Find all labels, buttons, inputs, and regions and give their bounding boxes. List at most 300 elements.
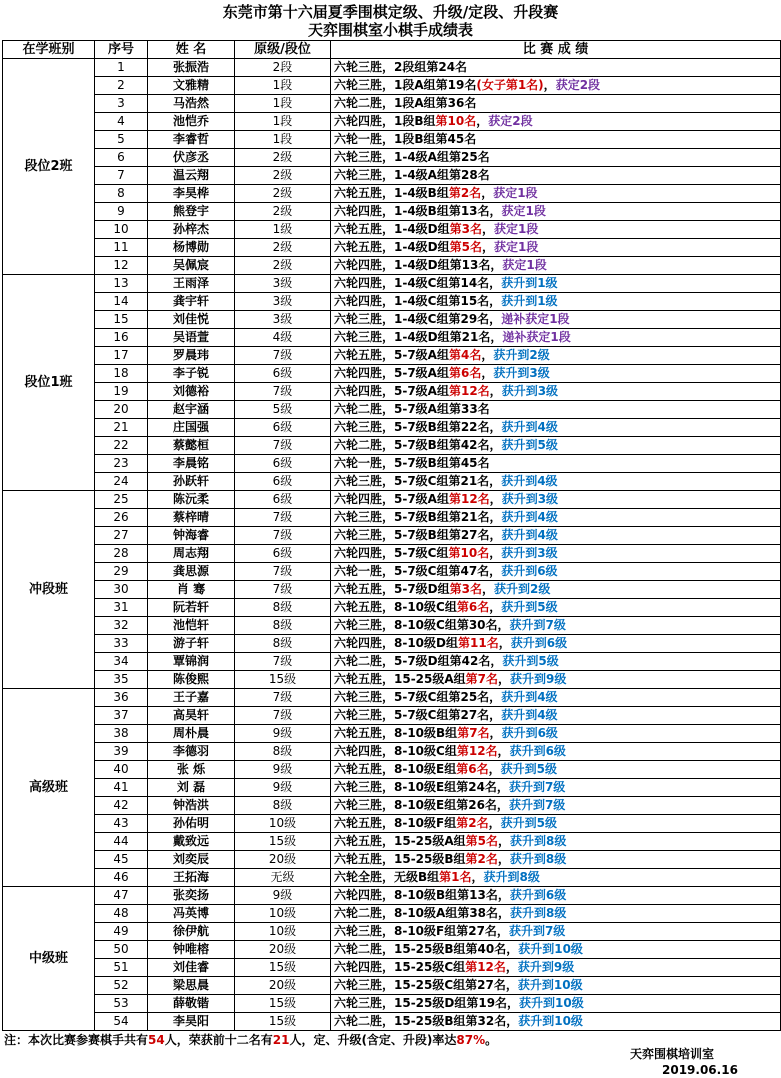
- result-segment: 获定1段: [494, 222, 539, 236]
- page-subtitle: 天弈围棋室小棋手成绩表: [307, 21, 473, 39]
- rank-cell: 20级: [235, 851, 331, 869]
- note-segment: 注：本次比赛参赛棋手共有: [4, 1033, 149, 1047]
- number-cell: 32: [95, 617, 148, 635]
- result-segment: 六轮四胜，8-10级C组: [334, 744, 457, 758]
- name-cell: 钟海睿: [148, 527, 235, 545]
- name-cell: 蔡梓晴: [148, 509, 235, 527]
- rank-cell: 6级: [235, 545, 331, 563]
- rank-cell: 8级: [235, 743, 331, 761]
- header-class: 在学班别: [3, 41, 95, 59]
- rank-cell: 2级: [235, 185, 331, 203]
- table-row: [3, 329, 781, 347]
- report-date: 2019.06.16: [662, 1063, 738, 1077]
- rank-cell: 6级: [235, 365, 331, 383]
- table-row: [3, 563, 781, 581]
- result-segment: 第10名: [448, 546, 490, 560]
- rank-cell: 6级: [235, 419, 331, 437]
- result-segment: 第3名: [449, 222, 483, 236]
- result-segment: 递补获定1段: [501, 312, 570, 326]
- number-cell: 15: [95, 311, 148, 329]
- result-segment: 获升到4级: [501, 528, 558, 542]
- number-cell: 37: [95, 707, 148, 725]
- result-segment: 获升到4级: [501, 690, 558, 704]
- number-cell: 33: [95, 635, 148, 653]
- header-result: 比 赛 成 绩: [331, 41, 781, 59]
- number-cell: 25: [95, 491, 148, 509]
- result-segment: 六轮三胜，15-25级C组第27名，: [334, 978, 518, 992]
- table-row: [3, 167, 781, 185]
- name-cell: 文雅精: [148, 77, 235, 95]
- result-segment: 获升到1级: [501, 294, 558, 308]
- name-cell: 阮若轩: [148, 599, 235, 617]
- number-cell: 44: [95, 833, 148, 851]
- name-cell: 刘奕辰: [148, 851, 235, 869]
- number-cell: 12: [95, 257, 148, 275]
- result-segment: 获升到7级: [509, 618, 566, 632]
- class-name-cell: 段位1班: [3, 275, 95, 491]
- result-cell: [331, 1013, 781, 1031]
- rank-cell: 7级: [235, 653, 331, 671]
- rank-cell: 20级: [235, 941, 331, 959]
- result-segment: 六轮一胜，1段B组第45名: [334, 132, 477, 146]
- result-segment: 六轮三胜，1-4级C组第29名，: [334, 312, 502, 326]
- name-cell: 李德羽: [148, 743, 235, 761]
- result-segment: ，: [476, 114, 489, 128]
- number-cell: 21: [95, 419, 148, 437]
- table-row: [3, 77, 781, 95]
- name-cell: 杨博勋: [148, 239, 235, 257]
- table-header-row: [3, 41, 781, 59]
- result-segment: ，: [543, 78, 556, 92]
- result-segment: ，: [481, 186, 494, 200]
- name-cell: 池恺轩: [148, 617, 235, 635]
- rank-cell: 8级: [235, 635, 331, 653]
- result-segment: ，: [497, 852, 510, 866]
- result-segment: 六轮三胜，1-4级A组第25名: [334, 150, 490, 164]
- result-cell: [331, 347, 781, 365]
- result-segment: 获升到4级: [501, 510, 558, 524]
- result-segment: 六轮五胜，15-25级A组: [334, 672, 466, 686]
- result-segment: 六轮一胜，5-7级B组第45名: [334, 456, 490, 470]
- number-cell: 23: [95, 455, 148, 473]
- result-cell: [331, 149, 781, 167]
- number-cell: 8: [95, 185, 148, 203]
- result-cell: [331, 257, 781, 275]
- result-cell: [331, 671, 781, 689]
- name-cell: 李昊桦: [148, 185, 235, 203]
- table-row: [3, 923, 781, 941]
- result-segment: 六轮四胜，5-7级A组: [334, 492, 449, 506]
- result-cell: [331, 77, 781, 95]
- result-segment: 第6名: [456, 600, 490, 614]
- number-cell: 20: [95, 401, 148, 419]
- result-segment: ，: [471, 870, 484, 884]
- rank-cell: 7级: [235, 581, 331, 599]
- result-cell: [331, 401, 781, 419]
- result-segment: 获升到10级: [519, 996, 584, 1010]
- table-row: [3, 491, 781, 509]
- number-cell: 16: [95, 329, 148, 347]
- rank-cell: 7级: [235, 437, 331, 455]
- name-cell: 陈沅柔: [148, 491, 235, 509]
- result-segment: 获升到3级: [501, 384, 559, 398]
- name-cell: 薛敬锴: [148, 995, 235, 1013]
- result-segment: ，: [489, 726, 502, 740]
- result-segment: 六轮四胜，8-10级D组: [334, 636, 458, 650]
- number-cell: 31: [95, 599, 148, 617]
- result-segment: 获升到4级: [501, 474, 558, 488]
- result-segment: 六轮五胜，1-4级D组: [334, 240, 450, 254]
- rank-cell: 3级: [235, 293, 331, 311]
- result-segment: 第12名: [448, 384, 490, 398]
- result-segment: 六轮四胜，8-10级B组第13名，: [334, 888, 510, 902]
- rank-cell: 1段: [235, 95, 331, 113]
- number-cell: 2: [95, 77, 148, 95]
- name-cell: 梁思晨: [148, 977, 235, 995]
- rank-cell: 1段: [235, 113, 331, 131]
- result-segment: ，: [498, 672, 511, 686]
- result-segment: 六轮三胜，5-7级C组第21名，: [334, 474, 502, 488]
- result-cell: [331, 131, 781, 149]
- table-row: [3, 599, 781, 617]
- rank-cell: 6级: [235, 473, 331, 491]
- table-row: [3, 365, 781, 383]
- rank-cell: 1级: [235, 221, 331, 239]
- number-cell: 34: [95, 653, 148, 671]
- number-cell: 52: [95, 977, 148, 995]
- result-segment: 第2名: [456, 816, 489, 830]
- result-segment: 六轮四胜，5-7级A组: [334, 366, 449, 380]
- result-segment: 第12名: [456, 744, 498, 758]
- number-cell: 11: [95, 239, 148, 257]
- rank-cell: 8级: [235, 617, 331, 635]
- result-cell: [331, 383, 781, 401]
- result-cell: [331, 365, 781, 383]
- result-segment: ，: [498, 834, 511, 848]
- class-name-cell: 段位2班: [3, 59, 95, 275]
- class-name-cell: 冲段班: [3, 491, 95, 689]
- table-row: [3, 131, 781, 149]
- number-cell: 54: [95, 1013, 148, 1031]
- table-row: [3, 275, 781, 293]
- result-segment: 获升到2级: [493, 348, 550, 362]
- result-segment: 六轮五胜，5-7级A组: [334, 348, 449, 362]
- rank-cell: 1段: [235, 131, 331, 149]
- rank-cell: 无级: [235, 869, 331, 887]
- table-row: [3, 311, 781, 329]
- table-row: [3, 977, 781, 995]
- result-cell: [331, 491, 781, 509]
- result-segment: 第6名: [456, 762, 489, 776]
- result-segment: 获升到6级: [509, 744, 566, 758]
- result-cell: [331, 617, 781, 635]
- name-cell: 刘佳悦: [148, 311, 235, 329]
- header-name: 姓 名: [148, 41, 235, 59]
- result-segment: 获升到7级: [508, 780, 566, 794]
- result-cell: [331, 689, 781, 707]
- table-row: [3, 887, 781, 905]
- rank-cell: 7级: [235, 383, 331, 401]
- result-segment: 获升到1级: [501, 276, 558, 290]
- name-cell: 刘德裕: [148, 383, 235, 401]
- number-cell: 9: [95, 203, 148, 221]
- number-cell: 29: [95, 563, 148, 581]
- number-cell: 5: [95, 131, 148, 149]
- rank-cell: 7级: [235, 707, 331, 725]
- result-segment: 六轮三胜，1-4级D组第21名，: [334, 330, 503, 344]
- rank-cell: 15级: [235, 833, 331, 851]
- rank-cell: 2级: [235, 257, 331, 275]
- result-segment: 获升到2级: [494, 582, 551, 596]
- note-segment: 87%: [456, 1033, 486, 1047]
- number-cell: 30: [95, 581, 148, 599]
- result-segment: 六轮五胜，8-10级E组: [334, 762, 457, 776]
- result-segment: 第4名: [448, 348, 482, 362]
- number-cell: 1: [95, 59, 148, 77]
- table-row: [3, 149, 781, 167]
- name-cell: 温云翔: [148, 167, 235, 185]
- rank-cell: 15级: [235, 959, 331, 977]
- result-segment: 六轮四胜，1-4级C组第15名，: [334, 294, 502, 308]
- result-segment: ，: [489, 600, 502, 614]
- result-segment: 获定1段: [494, 240, 539, 254]
- name-cell: 高昊轩: [148, 707, 235, 725]
- result-segment: 获定1段: [502, 258, 547, 272]
- table-row: [3, 941, 781, 959]
- note-segment: 人，定、升级(含定、升段)率达: [289, 1033, 457, 1047]
- name-cell: 马浩然: [148, 95, 235, 113]
- rank-cell: 6级: [235, 491, 331, 509]
- result-segment: 六轮二胜，5-7级A组第33名: [334, 402, 490, 416]
- table-row: [3, 959, 781, 977]
- rank-cell: 8级: [235, 599, 331, 617]
- result-segment: 六轮五胜，1-4级B组: [334, 186, 449, 200]
- number-cell: 50: [95, 941, 148, 959]
- table-row: [3, 59, 781, 77]
- result-segment: 第6名: [448, 366, 482, 380]
- result-segment: 获升到8级: [483, 870, 540, 884]
- number-cell: 41: [95, 779, 148, 797]
- table-row: [3, 185, 781, 203]
- result-cell: [331, 311, 781, 329]
- number-cell: 26: [95, 509, 148, 527]
- name-cell: 龚思源: [148, 563, 235, 581]
- number-cell: 7: [95, 167, 148, 185]
- number-cell: 4: [95, 113, 148, 131]
- number-cell: 35: [95, 671, 148, 689]
- name-cell: 孙跃轩: [148, 473, 235, 491]
- result-segment: 六轮五胜，5-7级D组: [334, 582, 450, 596]
- result-segment: 获升到5级: [500, 816, 557, 830]
- result-segment: 六轮二胜，8-10级A组第38名，: [334, 906, 511, 920]
- table-row: [3, 113, 781, 131]
- number-cell: 14: [95, 293, 148, 311]
- result-cell: [331, 941, 781, 959]
- result-segment: ，: [481, 348, 494, 362]
- rank-cell: 2级: [235, 149, 331, 167]
- rank-cell: 20级: [235, 977, 331, 995]
- result-cell: [331, 869, 781, 887]
- table-row: [3, 905, 781, 923]
- name-cell: 周朴晨: [148, 725, 235, 743]
- name-cell: 李昊阳: [148, 1013, 235, 1031]
- table-row: [3, 239, 781, 257]
- rank-cell: 10级: [235, 905, 331, 923]
- result-segment: ，: [497, 744, 510, 758]
- number-cell: 28: [95, 545, 148, 563]
- table-body: [3, 59, 781, 1031]
- number-cell: 43: [95, 815, 148, 833]
- number-cell: 48: [95, 905, 148, 923]
- result-cell: [331, 563, 781, 581]
- result-segment: 获升到3级: [493, 366, 550, 380]
- result-segment: 六轮三胜，5-7级B组第27名，: [334, 528, 502, 542]
- rank-cell: 2级: [235, 239, 331, 257]
- result-cell: [331, 113, 781, 131]
- result-segment: 第1名: [439, 870, 472, 884]
- number-cell: 47: [95, 887, 148, 905]
- name-cell: 李睿哲: [148, 131, 235, 149]
- result-cell: [331, 707, 781, 725]
- result-cell: [331, 509, 781, 527]
- result-cell: [331, 905, 781, 923]
- table-row: [3, 95, 781, 113]
- result-cell: [331, 437, 781, 455]
- name-cell: 陈俊熙: [148, 671, 235, 689]
- table-row: [3, 653, 781, 671]
- result-cell: [331, 743, 781, 761]
- result-cell: [331, 599, 781, 617]
- result-segment: 第2名: [465, 852, 498, 866]
- name-cell: 李晨铭: [148, 455, 235, 473]
- table-row: [3, 617, 781, 635]
- result-cell: [331, 221, 781, 239]
- note-segment: 54: [148, 1033, 165, 1047]
- number-cell: 49: [95, 923, 148, 941]
- result-segment: 获升到5级: [501, 438, 558, 452]
- result-segment: 获升到4级: [501, 420, 558, 434]
- result-segment: 获升到3级: [501, 546, 558, 560]
- name-cell: 徐伊航: [148, 923, 235, 941]
- result-segment: ，: [481, 366, 494, 380]
- rank-cell: 3级: [235, 275, 331, 293]
- result-segment: 获升到8级: [509, 852, 567, 866]
- result-segment: 第3名: [449, 582, 483, 596]
- result-cell: [331, 545, 781, 563]
- result-segment: 六轮五胜，8-10级F组: [334, 816, 457, 830]
- results-table: [2, 40, 781, 1031]
- result-segment: 获升到8级: [510, 834, 567, 848]
- table-row: [3, 743, 781, 761]
- result-segment: 获升到4级: [501, 708, 558, 722]
- result-segment: 获升到10级: [517, 978, 583, 992]
- result-segment: 第10名: [435, 114, 477, 128]
- rank-cell: 9级: [235, 761, 331, 779]
- result-segment: 第5名: [465, 834, 499, 848]
- result-cell: [331, 275, 781, 293]
- table-row: [3, 203, 781, 221]
- result-segment: ，: [489, 492, 502, 506]
- table-row: [3, 815, 781, 833]
- name-cell: 王拓海: [148, 869, 235, 887]
- result-segment: 获升到9级: [510, 672, 567, 686]
- rank-cell: 2级: [235, 203, 331, 221]
- result-cell: [331, 977, 781, 995]
- rank-cell: 2级: [235, 167, 331, 185]
- number-cell: 51: [95, 959, 148, 977]
- table-row: [3, 779, 781, 797]
- rank-cell: 3级: [235, 311, 331, 329]
- result-cell: [331, 959, 781, 977]
- result-cell: [331, 887, 781, 905]
- result-segment: 六轮五胜，15-25级A组: [334, 834, 466, 848]
- rank-cell: 4级: [235, 329, 331, 347]
- name-cell: 钟浩洪: [148, 797, 235, 815]
- number-cell: 42: [95, 797, 148, 815]
- name-cell: 孙梓杰: [148, 221, 235, 239]
- name-cell: 覃锦润: [148, 653, 235, 671]
- name-cell: 罗晨玮: [148, 347, 235, 365]
- number-cell: 13: [95, 275, 148, 293]
- result-segment: 六轮三胜，15-25级D组第19名，: [334, 996, 520, 1010]
- result-segment: 六轮四胜，1-4级B组第13名，: [334, 204, 502, 218]
- rank-cell: 5级: [235, 401, 331, 419]
- table-row: [3, 869, 781, 887]
- result-segment: 六轮二胜，1段A组第36名: [334, 96, 477, 110]
- table-row: [3, 383, 781, 401]
- table-row: [3, 419, 781, 437]
- name-cell: 吴语萱: [148, 329, 235, 347]
- name-cell: 熊登宇: [148, 203, 235, 221]
- rank-cell: 9级: [235, 725, 331, 743]
- result-segment: 获升到6级: [509, 888, 567, 902]
- table-row: [3, 725, 781, 743]
- result-segment: ，: [482, 582, 495, 596]
- name-cell: 李子锐: [148, 365, 235, 383]
- result-cell: [331, 419, 781, 437]
- name-cell: 肖 骞: [148, 581, 235, 599]
- result-segment: 六轮三胜，5-7级C组第27名，: [334, 708, 502, 722]
- result-segment: 第12名: [465, 960, 506, 974]
- result-segment: (女子第1名): [476, 78, 544, 92]
- number-cell: 10: [95, 221, 148, 239]
- result-cell: [331, 797, 781, 815]
- result-segment: 获升到5级: [500, 762, 557, 776]
- result-segment: 获定2段: [555, 78, 601, 92]
- number-cell: 39: [95, 743, 148, 761]
- result-segment: 六轮三胜，2段组第24名: [334, 60, 468, 74]
- result-segment: 六轮三胜，1段A组第19名: [334, 78, 477, 92]
- name-cell: 周志翔: [148, 545, 235, 563]
- name-cell: 庄国强: [148, 419, 235, 437]
- number-cell: 38: [95, 725, 148, 743]
- result-segment: 获升到5级: [501, 600, 558, 614]
- table-row: [3, 671, 781, 689]
- result-segment: 第12名: [448, 492, 490, 506]
- rank-cell: 7级: [235, 563, 331, 581]
- name-cell: 钟唯榕: [148, 941, 235, 959]
- result-cell: [331, 653, 781, 671]
- result-segment: 获升到8级: [510, 906, 567, 920]
- result-segment: 六轮五胜，1-4级D组: [334, 222, 450, 236]
- header-number: 序号: [95, 41, 148, 59]
- result-cell: [331, 329, 781, 347]
- rank-cell: 7级: [235, 347, 331, 365]
- table-row: [3, 545, 781, 563]
- result-segment: 六轮四胜，1-4级C组第14名，: [334, 276, 502, 290]
- table-row: [3, 473, 781, 491]
- table-row: [3, 401, 781, 419]
